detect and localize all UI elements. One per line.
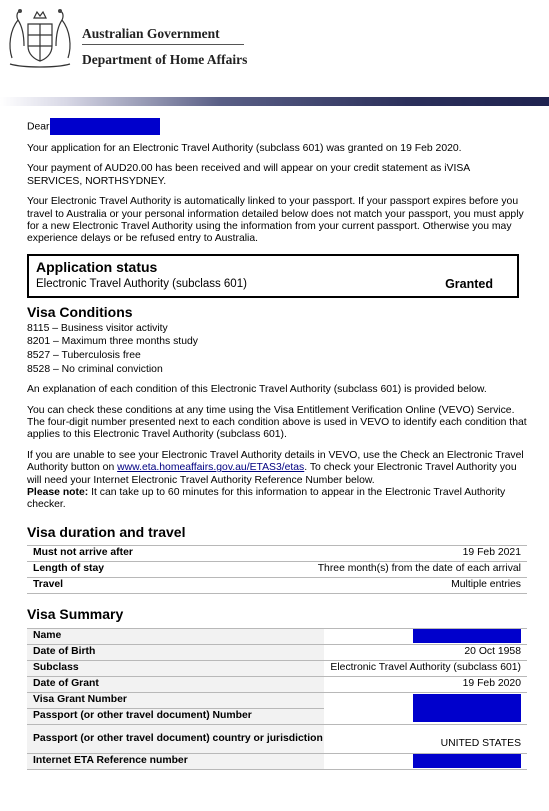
summary-label: Visa Grant Number xyxy=(27,692,324,708)
summary-table xyxy=(27,628,527,770)
duration-label: Travel xyxy=(27,577,192,593)
redacted-name-value xyxy=(413,629,521,643)
eta-check-text: If you are unable to see your Electronic Travel Authority details in VEVO, use the Check an Electronic Travel Authority button on xyxy=(27,449,524,474)
duration-heading: Visa duration and travel xyxy=(27,523,186,540)
table-row xyxy=(27,660,527,676)
coat-of-arms-icon xyxy=(4,6,76,72)
summary-label: Date of Grant xyxy=(27,676,324,692)
redacted-grant-number xyxy=(413,694,521,722)
letterhead xyxy=(0,0,549,96)
summary-value: UNITED STATES xyxy=(324,724,527,753)
vevo-paragraph: You can check these conditions at any time using the Visa Entitlement Verification Online (VEVO) Service. The four-digit number presented next to each condition above is used in VEVO to identify each condition that applies to this Electronic Travel Authority (subclass 601). xyxy=(27,404,527,441)
header-band xyxy=(0,97,549,106)
summary-label: Subclass xyxy=(27,660,324,676)
greeting: Dear xyxy=(27,121,50,133)
grant-paragraph: Your application for an Electronic Travel Authority (subclass 601) was granted on 19 Feb 2020. xyxy=(27,143,462,154)
table-row xyxy=(27,753,527,769)
note-text: It can take up to 60 minutes for this information to appear in the Electronic Travel Authority checker. xyxy=(27,487,506,511)
duration-label: Length of stay xyxy=(27,561,192,577)
application-status-box xyxy=(27,254,519,298)
table-row xyxy=(27,676,527,692)
eta-check-text-after: . To check your Electronic Travel Authority you will need your Internet Electronic Travel Authority Reference Number below. xyxy=(27,462,517,486)
status-title: Application status xyxy=(36,258,158,275)
conditions-explanation: An explanation of each condition of this Electronic Travel Authority (subclass 601) is provided below. xyxy=(27,384,487,396)
condition-item: 8201 – Maximum three months study xyxy=(27,336,198,348)
greeting-line xyxy=(27,118,527,135)
status-value: Granted xyxy=(445,276,493,291)
summary-label: Passport (or other travel document) country or jurisdiction xyxy=(27,724,324,753)
conditions-heading: Visa Conditions xyxy=(27,303,133,320)
eta-check-paragraph xyxy=(27,450,527,512)
payment-paragraph: Your payment of AUD20.00 has been received and will appear on your credit statement as iVISA SERVICES, NORTHSYDNEY. xyxy=(27,163,470,187)
summary-value: 20 Oct 1958 xyxy=(324,644,527,660)
conditions-list xyxy=(27,322,527,376)
summary-label: Date of Birth xyxy=(27,644,324,660)
summary-label: Passport (or other travel document) Number xyxy=(27,708,324,724)
table-row xyxy=(27,644,527,660)
duration-value: Multiple entries xyxy=(192,577,527,593)
note-label: Please note: xyxy=(27,487,89,499)
eta-website-link[interactable]: www.eta.homeaffairs.gov.au/ETAS3/etas xyxy=(117,462,305,474)
table-row xyxy=(27,545,527,561)
table-row xyxy=(27,692,527,708)
table-row xyxy=(27,577,527,593)
summary-value-cell xyxy=(324,753,527,769)
duration-value: 19 Feb 2021 xyxy=(192,545,527,561)
table-row xyxy=(27,561,527,577)
redacted-name xyxy=(50,118,160,135)
duration-value: Three month(s) from the date of each arrival xyxy=(192,561,527,577)
table-row xyxy=(27,628,527,644)
summary-label: Name xyxy=(27,628,324,644)
department-name: Department of Home Affairs xyxy=(82,52,248,67)
summary-value-cell xyxy=(324,628,527,644)
letterhead-divider xyxy=(82,44,244,45)
condition-item: 8527 – Tuberculosis free xyxy=(27,350,141,362)
summary-label: Internet ETA Reference number xyxy=(27,753,324,769)
duration-label: Must not arrive after xyxy=(27,545,192,561)
letter-body xyxy=(27,118,527,770)
status-visa-type: Electronic Travel Authority (subclass 601) xyxy=(36,277,247,290)
government-name: Australian Government xyxy=(82,26,220,41)
condition-item: 8528 – No criminal conviction xyxy=(27,363,163,375)
summary-value: 19 Feb 2020 xyxy=(324,676,527,692)
duration-table xyxy=(27,545,527,594)
table-row xyxy=(27,724,527,753)
passport-link-paragraph: Your Electronic Travel Authority is automatically linked to your passport. If your passport expires before you travel to Australia or your personal information detailed below does not match your passport, you must apply for a new Electronic Travel Authority using the information from your current passport. Otherwise you may experience delays or be refused entry to Australia. xyxy=(27,196,524,245)
redacted-eta-reference xyxy=(413,754,521,768)
summary-heading: Visa Summary xyxy=(27,605,124,622)
summary-value: Electronic Travel Authority (subclass 601) xyxy=(324,660,527,676)
condition-item: 8115 – Business visitor activity xyxy=(27,322,168,334)
summary-value-cell xyxy=(324,692,527,724)
